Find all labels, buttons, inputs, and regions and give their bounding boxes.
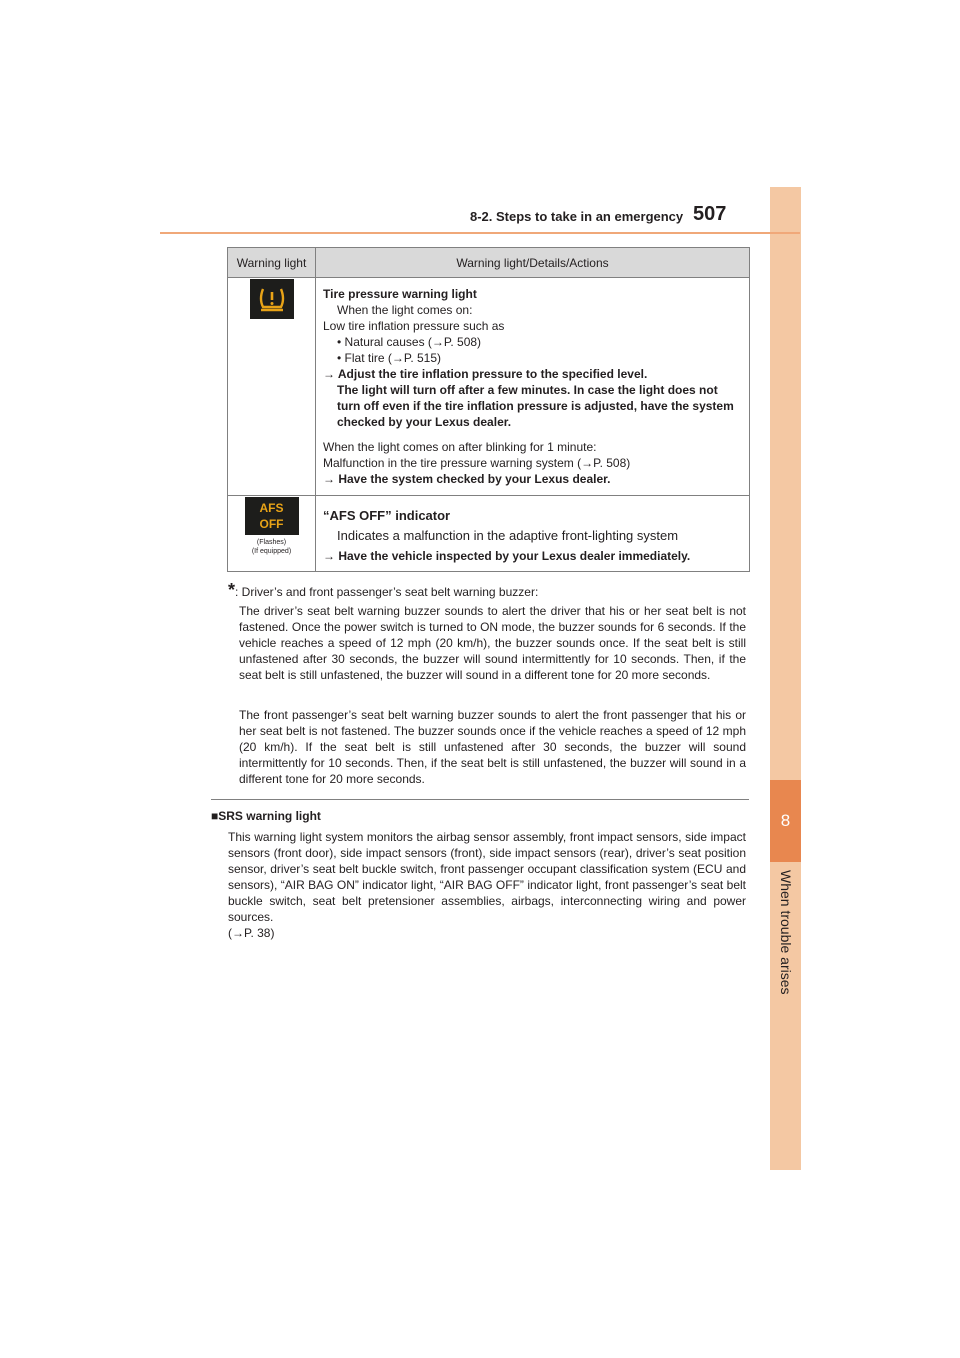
table-header-row [228,248,750,278]
tire-details-cell [316,278,750,496]
column-header-warning-light: Warning light [228,248,316,278]
header-rule [160,232,800,234]
footnote-paragraph-passenger: The front passenger’s seat belt warning buzzer sounds to alert the front passenger that his or her seat belt is not fastened. The buzzer sounds once if the vehicle reaches a speed of 12 mph (20 km/h). If the seat belt is still unfastened after 30 seconds, the buzzer will sound intermittently for 10 seconds. Then, if the seat belt is still unfastened, the buzzer will sound in a different tone for 20 more seconds. [239,708,746,786]
table-row-afs-off [228,496,750,572]
section-title: 8-2. Steps to take in an emergency [470,209,684,224]
srs-heading: ■SRS warning light [211,809,321,823]
afs-if-equipped-note: (If equipped) [251,548,292,555]
tire-action-2: → Have the system checked by your Lexus dealer. [323,472,611,486]
warning-light-table [227,247,750,572]
tire-condition-1: When the light comes on: [337,303,473,317]
tire-cause-natural: • Natural causes (→P. 508) [337,335,482,349]
tire-warning-title: Tire pressure warning light [323,287,477,301]
afs-malfunction-text: Indicates a malfunction in the adaptive front-lighting system [337,528,679,543]
tire-action-1: → Adjust the tire inflation pressure to the specified level. [323,367,648,381]
srs-description: This warning light system monitors the airbag sensor assembly, front impact sensors, side impact sensors (front door), side impact sensors (front), side impact sensors (rear), driver’s seat position sensor, driver’s seat belt buckle switch, front passenger occupant classification system (ECU and sensors), “AIR BAG ON” indicator light, “AIR BAG OFF” indicator light, front passenger’s seat belt buckle switch, seat belt pretensioner assemblies, airbags, interconnecting wiring and power sources. [228,830,746,924]
afs-flashes-note: (Flashes) [256,539,287,546]
footnote-marker: * [228,580,236,600]
footnote-paragraph-driver: The driver’s seat belt warning buzzer sounds to alert the driver that his or her seat belt is not fastened. Once the power switch is turned to ON mode, the buzzer sounds for 6 seconds. If the vehicle reaches a speed of 12 mph (20 km/h), the buzzer sounds once. If the seat belt is still unfastened after 30 seconds, the buzzer will sound intermittently for 10 seconds. Then, if the seat belt is still unfastened, the buzzer will sound in a different tone for 20 more seconds. [239,604,746,682]
afs-action: → Have the vehicle inspected by your Lexus dealer immediately. [323,549,691,563]
afs-indicator-title: “AFS OFF” indicator [323,508,451,523]
table-row-tire-pressure [228,278,750,496]
tire-action-1-detail: The light will turn off after a few minutes. In case the light does not turn off even if the tire inflation pressure is adjusted, have the system checked by your Lexus dealer. [337,383,734,429]
tire-icon-cell [228,278,316,496]
afs-icon-cell [228,496,316,572]
tire-cause-flat: • Flat tire (→P. 515) [337,351,442,365]
srs-page-reference: (→P. 38) [228,926,275,940]
page-number: 507 [693,203,727,225]
afs-details-cell [316,496,750,572]
footnote-title: *: Driver’s and front passenger’s seat belt warning buzzer: [228,580,539,600]
chapter-number: 8 [770,780,801,862]
chapter-title: When trouble arises [778,870,794,995]
srs-body [228,829,746,941]
tire-malfunction: Malfunction in the tire pressure warning system (→P. 508) [323,456,631,470]
tire-cause-intro: Low tire inflation pressure such as [323,319,505,333]
tire-condition-2: When the light comes on after blinking for 1 minute: [323,440,597,454]
afs-off-indicator-icon: AFS OFF [245,497,299,535]
section-divider [211,799,749,800]
tire-pressure-warning-icon [250,279,294,319]
column-header-details: Warning light/Details/Actions [316,248,750,278]
